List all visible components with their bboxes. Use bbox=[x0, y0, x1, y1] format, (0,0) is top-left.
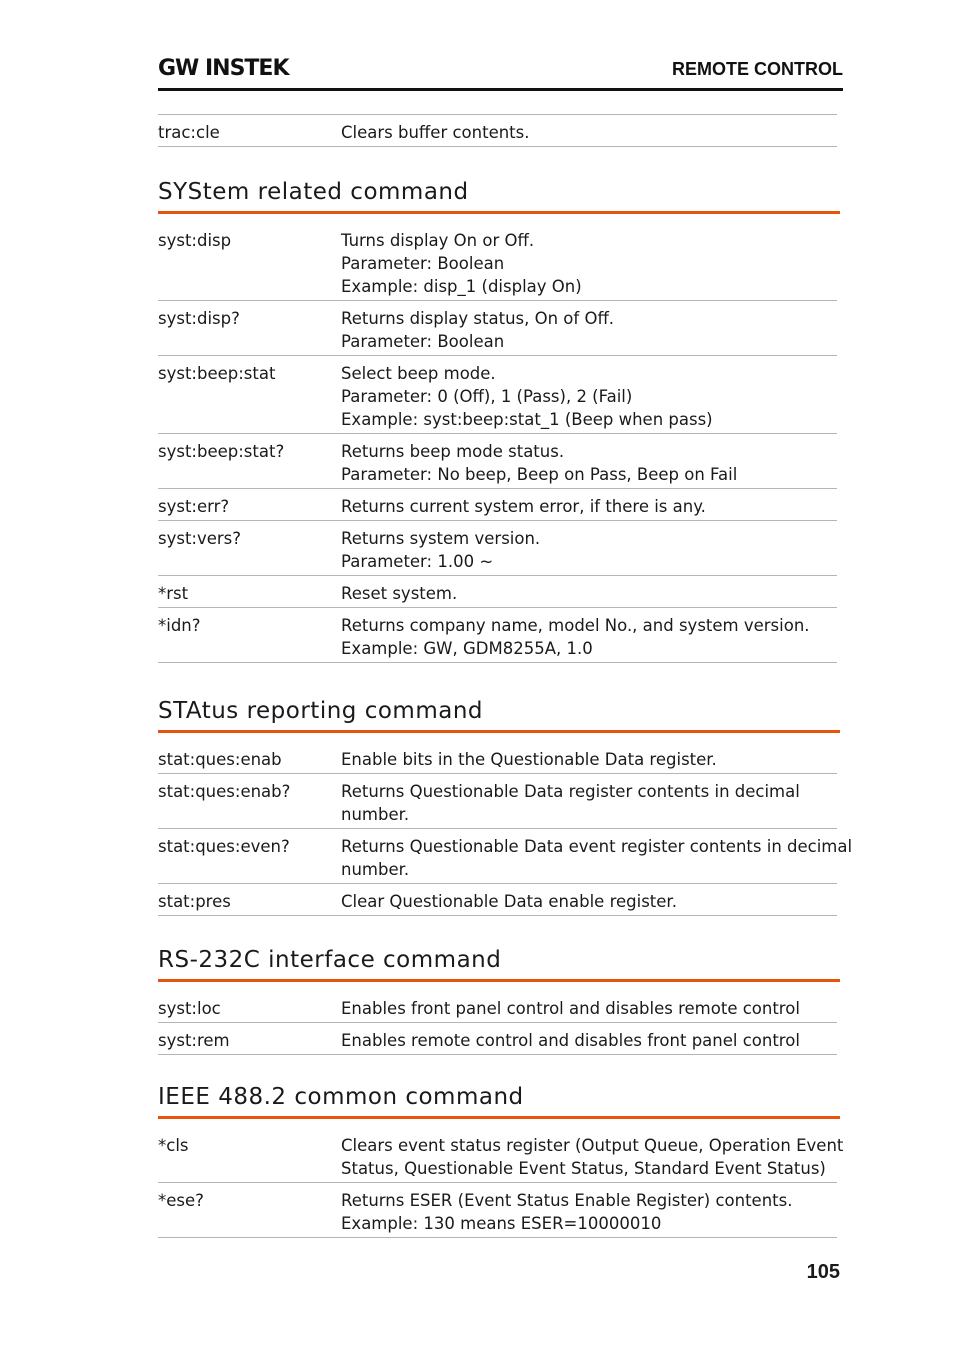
command-description bbox=[341, 835, 852, 881]
command-table bbox=[158, 742, 853, 916]
description-line: Example: 130 means ESER=10000010 bbox=[341, 1214, 662, 1233]
command-description bbox=[341, 440, 837, 486]
description-line: Select beep mode. bbox=[341, 364, 496, 383]
brand-logo: GW INSTEK bbox=[158, 56, 289, 81]
command-name: syst:err? bbox=[158, 497, 230, 516]
command-name: stat:ques:enab bbox=[158, 750, 282, 769]
description-line: Parameter: Boolean bbox=[341, 254, 505, 273]
description-line: Parameter: Boolean bbox=[341, 332, 505, 351]
description-line: Returns Questionable Data event register contents in decimal bbox=[341, 837, 853, 856]
table-row bbox=[158, 884, 837, 916]
table-row bbox=[158, 608, 837, 663]
description-line: Parameter: No beep, Beep on Pass, Beep on Fail bbox=[341, 465, 738, 484]
table-row bbox=[158, 1183, 837, 1238]
command-section bbox=[158, 943, 837, 1055]
command-table bbox=[158, 223, 837, 663]
description-line: Status, Questionable Event Status, Standard Event Status) bbox=[341, 1159, 826, 1178]
command-name: syst:beep:stat bbox=[158, 364, 276, 383]
command-name: stat:pres bbox=[158, 892, 231, 911]
command-description bbox=[341, 307, 837, 353]
command-name: syst:rem bbox=[158, 1031, 230, 1050]
command-description bbox=[341, 1029, 837, 1052]
table-row bbox=[158, 991, 837, 1023]
description-line: Clears event status register (Output Queue, Operation Event bbox=[341, 1136, 844, 1155]
command-table bbox=[158, 991, 837, 1055]
section-heading: RS-232C interface command bbox=[158, 943, 840, 982]
description-line: Reset system. bbox=[341, 584, 458, 603]
command-section bbox=[158, 1080, 844, 1238]
command-description bbox=[341, 614, 837, 660]
command-description bbox=[341, 1189, 837, 1235]
table-row bbox=[158, 489, 837, 521]
description-line: Clears buffer contents. bbox=[341, 123, 530, 142]
command-name: syst:vers? bbox=[158, 529, 242, 548]
table-row bbox=[158, 1023, 837, 1055]
table-row bbox=[158, 742, 837, 774]
table-row bbox=[158, 223, 837, 301]
description-line: Returns Questionable Data register contents in decimal bbox=[341, 782, 800, 801]
command-name: syst:disp bbox=[158, 231, 232, 250]
command-table bbox=[158, 114, 837, 147]
description-line: Returns beep mode status. bbox=[341, 442, 565, 461]
page-header bbox=[158, 54, 843, 91]
command-name: trac:cle bbox=[158, 123, 220, 142]
command-name: stat:ques:enab? bbox=[158, 782, 291, 801]
page-number: 105 bbox=[806, 1261, 840, 1283]
section-heading: IEEE 488.2 common command bbox=[158, 1080, 840, 1119]
description-line: Example: syst:beep:stat_1 (Beep when pass) bbox=[341, 410, 713, 429]
table-row bbox=[158, 829, 853, 884]
command-section bbox=[158, 694, 853, 916]
trace-command-table bbox=[158, 114, 837, 147]
description-line: number. bbox=[341, 805, 410, 824]
running-section-title: REMOTE CONTROL bbox=[672, 59, 843, 79]
command-name: *ese? bbox=[158, 1191, 204, 1210]
description-line: Returns system version. bbox=[341, 529, 541, 548]
command-description bbox=[341, 890, 837, 913]
command-description bbox=[341, 527, 837, 573]
description-line: Turns display On or Off. bbox=[341, 231, 535, 250]
command-name: syst:loc bbox=[158, 999, 221, 1018]
section-heading: STAtus reporting command bbox=[158, 694, 840, 733]
description-line: Enables remote control and disables front panel control bbox=[341, 1031, 800, 1050]
command-description bbox=[341, 582, 837, 605]
table-row bbox=[158, 114, 837, 147]
command-name: *cls bbox=[158, 1136, 189, 1155]
command-table bbox=[158, 1128, 844, 1238]
description-line: Parameter: 1.00 ~ bbox=[341, 552, 494, 571]
description-line: Clear Questionable Data enable register. bbox=[341, 892, 677, 911]
description-line: Returns company name, model No., and system version. bbox=[341, 616, 810, 635]
description-line: Enables front panel control and disables remote control bbox=[341, 999, 800, 1018]
command-name: *rst bbox=[158, 584, 189, 603]
table-row bbox=[158, 301, 837, 356]
command-description bbox=[341, 121, 837, 144]
command-description bbox=[341, 780, 837, 826]
command-description bbox=[341, 748, 837, 771]
description-line: Parameter: 0 (Off), 1 (Pass), 2 (Fail) bbox=[341, 387, 633, 406]
command-name: stat:ques:even? bbox=[158, 837, 290, 856]
table-row bbox=[158, 1128, 844, 1183]
section-heading: SYStem related command bbox=[158, 175, 840, 214]
description-line: number. bbox=[341, 860, 410, 879]
table-row bbox=[158, 774, 837, 829]
command-name: syst:disp? bbox=[158, 309, 240, 328]
command-description bbox=[341, 495, 837, 518]
description-line: Example: disp_1 (display On) bbox=[341, 277, 582, 296]
command-description bbox=[341, 362, 837, 431]
table-row bbox=[158, 356, 837, 434]
command-section bbox=[158, 175, 837, 663]
table-row bbox=[158, 434, 837, 489]
command-description bbox=[341, 229, 837, 298]
command-name: syst:beep:stat? bbox=[158, 442, 285, 461]
table-row bbox=[158, 576, 837, 608]
description-line: Returns display status, On of Off. bbox=[341, 309, 615, 328]
command-description bbox=[341, 1134, 843, 1180]
description-line: Example: GW, GDM8255A, 1.0 bbox=[341, 639, 593, 658]
description-line: Enable bits in the Questionable Data register. bbox=[341, 750, 717, 769]
command-name: *idn? bbox=[158, 616, 201, 635]
description-line: Returns ESER (Event Status Enable Register) contents. bbox=[341, 1191, 793, 1210]
table-row bbox=[158, 521, 837, 576]
description-line: Returns current system error, if there is any. bbox=[341, 497, 706, 516]
command-description bbox=[341, 997, 837, 1020]
